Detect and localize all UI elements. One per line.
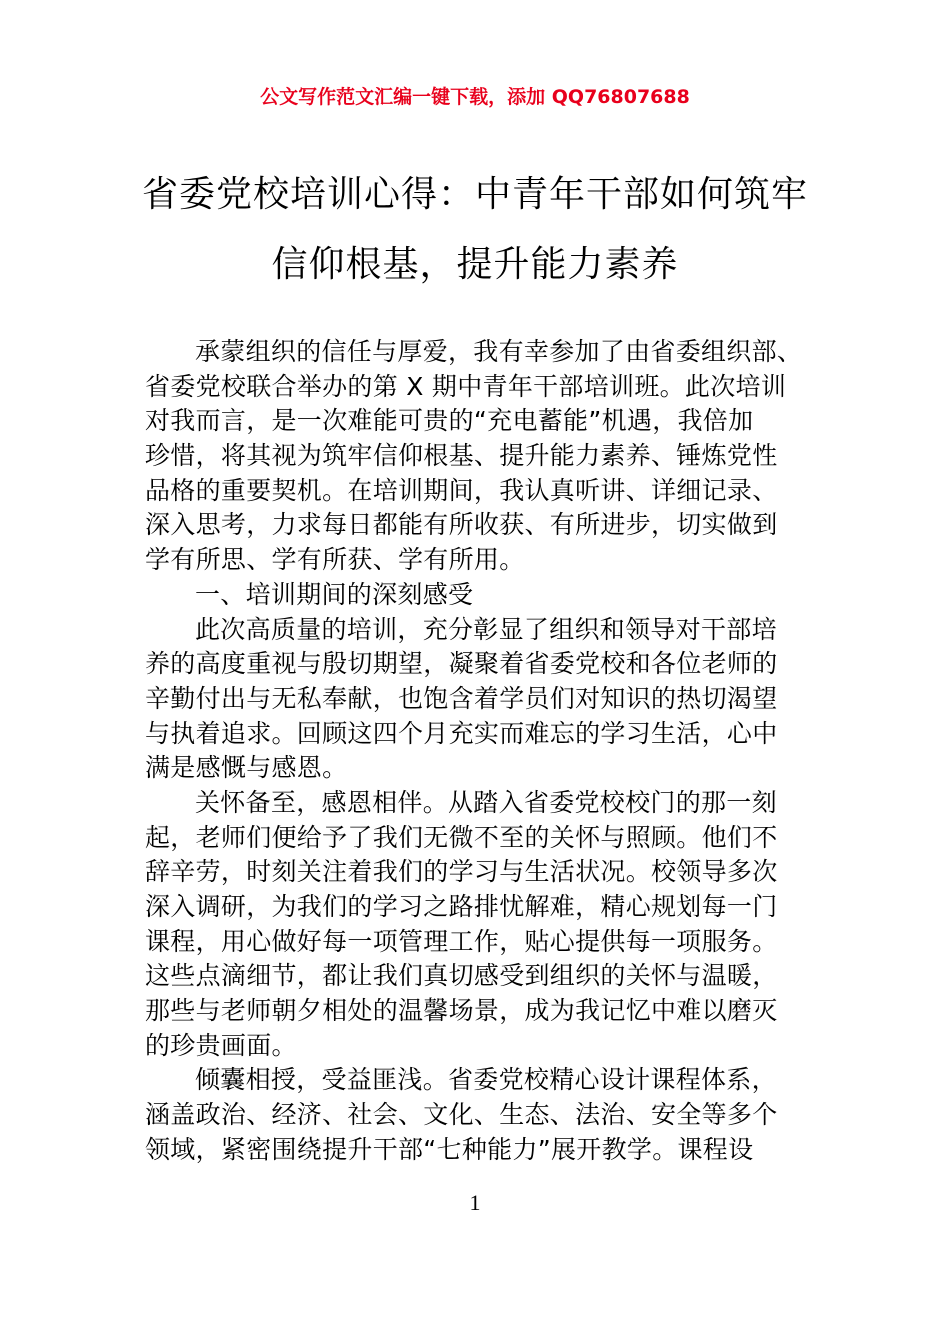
document-title-line-2: 信仰根基，提升能力素养 <box>271 244 679 285</box>
text-line: 与执着追求。回顾这四个月充实而难忘的学习生活，心中 <box>145 718 778 748</box>
page-number: 1 <box>469 1190 481 1215</box>
text-line: 课程，用心做好每一项管理工作，贴心提供每一项服务。 <box>145 926 778 956</box>
text-line: 深入调研，为我们的学习之路排忧解难，精心规划每一门 <box>145 892 778 921</box>
text-line: 那些与老师朝夕相处的温馨场景，成为我记忆中难以磨灭 <box>145 996 778 1026</box>
text-line: 倾囊相授，受益匪浅。省委党校精心设计课程体系， <box>195 1065 777 1095</box>
text-line: 养的高度重视与殷切期望，凝聚着省委党校和各位老师的 <box>145 649 778 679</box>
text-line: 承蒙组织的信任与厚爱，我有幸参加了由省委组织部、 <box>195 337 803 366</box>
text-line: 起，老师们便给予了我们无微不至的关怀与照顾。他们不 <box>145 822 778 852</box>
text-line: 品格的重要契机。在培训期间，我认真听讲、详细记录、 <box>145 475 778 505</box>
text-line: 对我而言，是一次难能可贵的“充电蓄能”机遇，我倍加 <box>145 406 754 436</box>
text-line: 省委党校联合举办的第 X 期中青年干部培训班。此次培训 <box>145 371 787 401</box>
text-line: 此次高质量的培训，充分彰显了组织和领导对干部培 <box>195 614 777 644</box>
text-line: 满是感慨与感恩。 <box>145 753 348 783</box>
document-title-line-1: 省委党校培训心得：中青年干部如何筑牢 <box>141 174 808 215</box>
text-line: 深入思考，力求每日都能有所收获、有所进步，切实做到 <box>145 510 778 540</box>
text-line: 的珍贵画面。 <box>145 1030 297 1060</box>
text-line: 辞辛劳，时刻关注着我们的学习与生活状况。校领导多次 <box>145 857 778 887</box>
promo-header: 公文写作范文汇编一键下载，添加 QQ76807688 <box>260 86 690 108</box>
document-body <box>145 335 810 1168</box>
text-line: 学有所思、学有所获、学有所用。 <box>145 545 525 575</box>
text-line: 一、培训期间的深刻感受 <box>195 579 474 609</box>
text-line: 这些点滴细节，都让我们真切感受到组织的关怀与温暖， <box>145 961 778 991</box>
text-line: 领域，紧密围绕提升干部“七种能力”展开教学。课程设 <box>145 1134 754 1164</box>
text-line: 珍惜，将其视为筑牢信仰根基、提升能力素养、锤炼党性 <box>145 441 778 471</box>
text-line: 辛勤付出与无私奉献，也饱含着学员们对知识的热切渴望 <box>145 683 778 713</box>
text-line: 涵盖政治、经济、社会、文化、生态、法治、安全等多个 <box>145 1100 778 1130</box>
text-line: 关怀备至，感恩相伴。从踏入省委党校校门的那一刻 <box>195 787 777 817</box>
